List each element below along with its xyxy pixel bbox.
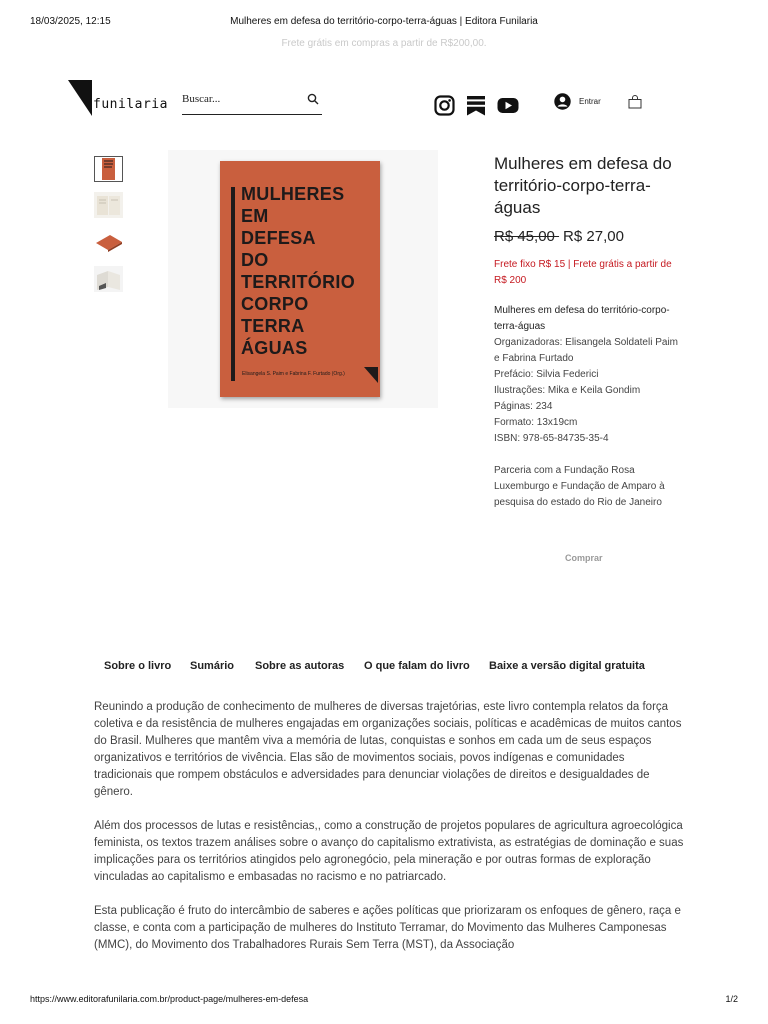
print-url: https://www.editorafunilaria.com.br/product-page/mulheres-em-defesa	[30, 994, 309, 1004]
instagram-icon[interactable]	[434, 95, 455, 116]
product-price	[494, 227, 684, 247]
login-label: Entrar	[579, 97, 601, 106]
partnership-note: Parceria com a Fundação Rosa Luxemburgo e Fundação de Amparo à pesquisa do estado do Rio de Janeiro	[494, 465, 665, 508]
bookmark-icon[interactable]	[466, 95, 486, 116]
cover-title-line: CORPO	[241, 294, 309, 314]
search-bar	[182, 88, 322, 115]
thumbnail-open-book[interactable]	[94, 266, 123, 292]
description-paragraph: Reunindo a produção de conhecimento de mulheres de diversas trajetórias, este livro contempla relatos da força coletiva e da resistência de mulheres engajadas em organizações sociais, políticas e acadêmicas de muitos cantos do Brasil. Mulheres que mantêm viva a memória de lutas, conquistas e sonhos em cada um de seus espaços organizativos e territórios de vivência. Elas são de movimentos sociais, povos indígenas e comunidades tradicionais que rompem obstáculos e adversidades para denunciar violações de direitos e desigualdades de gênero.	[94, 701, 682, 798]
thumbnail-inner-pages[interactable]	[94, 192, 123, 218]
detail-line: Formato: 13x19cm	[494, 417, 578, 428]
youtube-icon[interactable]	[497, 95, 519, 116]
cover-title-line: MULHERES	[241, 184, 345, 204]
site-logo[interactable]	[68, 80, 178, 116]
product-details	[494, 303, 684, 447]
cover-title	[241, 183, 379, 359]
detail-line: Mulheres em defesa do território-corpo-terra-águas	[494, 305, 670, 332]
print-date: 18/03/2025, 12:15	[30, 16, 111, 27]
product-info	[494, 153, 684, 511]
cover-bar	[231, 187, 235, 381]
user-icon	[554, 93, 571, 110]
cover-title-line: DEFESA	[241, 228, 316, 248]
description-paragraph: Esta publicação é fruto do intercâmbio de saberes e ações políticas que priorizaram os enfoques de gênero, raça e classe, e conta com a participação de mulheres do Instituto Terramar, do Movimento das Mulheres Camponesas (MMC), do Movimento dos Trabalhadores Rurais Sem Terra (MST), da Associação	[94, 905, 681, 951]
detail-line: Ilustrações: Mika e Keila Gondim	[494, 385, 641, 396]
cover-title-line: EM	[241, 206, 269, 226]
book-cover	[220, 161, 380, 397]
detail-line: Páginas: 234	[494, 401, 553, 412]
thumbnail-cover[interactable]	[94, 156, 123, 182]
buy-button[interactable]: Comprar	[565, 553, 603, 563]
print-page-number: 1/2	[725, 994, 738, 1004]
tab-sobre-as-autoras[interactable]: Sobre as autoras	[255, 660, 345, 672]
cover-title-line: TERRITÓRIO	[241, 272, 355, 292]
cover-title-line: ÁGUAS	[241, 338, 308, 358]
promo-banner: Frete grátis em compras a partir de R$200,00.	[281, 38, 487, 49]
tab-versao-digital[interactable]: Baixe a versão digital gratuita	[489, 660, 645, 672]
tab-sobre-o-livro[interactable]: Sobre o livro	[104, 660, 172, 672]
logo-wordmark: funilaria	[93, 97, 168, 112]
thumbnail-book-angle[interactable]	[94, 229, 123, 255]
cover-authors: Elisangela S. Paim e Fabrina F. Furtado (Org.)	[242, 371, 345, 377]
logo-mark-icon	[68, 80, 92, 116]
detail-line: Organizadoras: Elisangela Soldateli Paim e Fabrina Furtado	[494, 337, 678, 364]
shipping-info: Frete fixo R$ 15 | Frete grátis a partir de R$ 200	[494, 259, 672, 286]
cart-icon[interactable]	[628, 95, 642, 109]
tab-sumario[interactable]: Sumário	[190, 660, 235, 672]
print-header	[30, 16, 738, 30]
cover-corner-mark-icon	[364, 367, 378, 383]
login-button[interactable]	[554, 93, 601, 110]
product-main-image[interactable]	[168, 150, 438, 408]
tab-o-que-falam[interactable]: O que falam do livro	[364, 660, 470, 672]
content-tabs	[0, 660, 768, 676]
product-title: Mulheres em defesa do território-corpo-terra-águas	[494, 154, 672, 217]
print-page-title: Mulheres em defesa do território-corpo-terra-águas | Editora Funilaria	[230, 16, 538, 27]
sale-price: R$ 27,00	[563, 228, 624, 245]
search-input[interactable]	[182, 88, 297, 110]
search-icon[interactable]	[307, 93, 319, 105]
book-description	[94, 699, 684, 971]
old-price: R$ 45,00	[494, 228, 560, 245]
detail-line: Prefácio: Silvia Federici	[494, 369, 599, 380]
description-paragraph: Além dos processos de lutas e resistências,, como a construção de projetos populares de agricultura agroecológica feminista, os textos trazem análises sobre o avanço do capitalismo extrativista, as estratégias de dominação e suas implicações para os territórios atingidos pelo agronegócio, pela mineração e por outras formas de exploração vinculadas ao capitalismo e embasadas no racismo e no patriarcado.	[94, 820, 684, 883]
detail-line: ISBN: 978-65-84735-35-4	[494, 433, 609, 444]
cover-title-line: TERRA	[241, 316, 305, 336]
cover-title-line: DO	[241, 250, 269, 270]
print-footer	[30, 994, 738, 1006]
